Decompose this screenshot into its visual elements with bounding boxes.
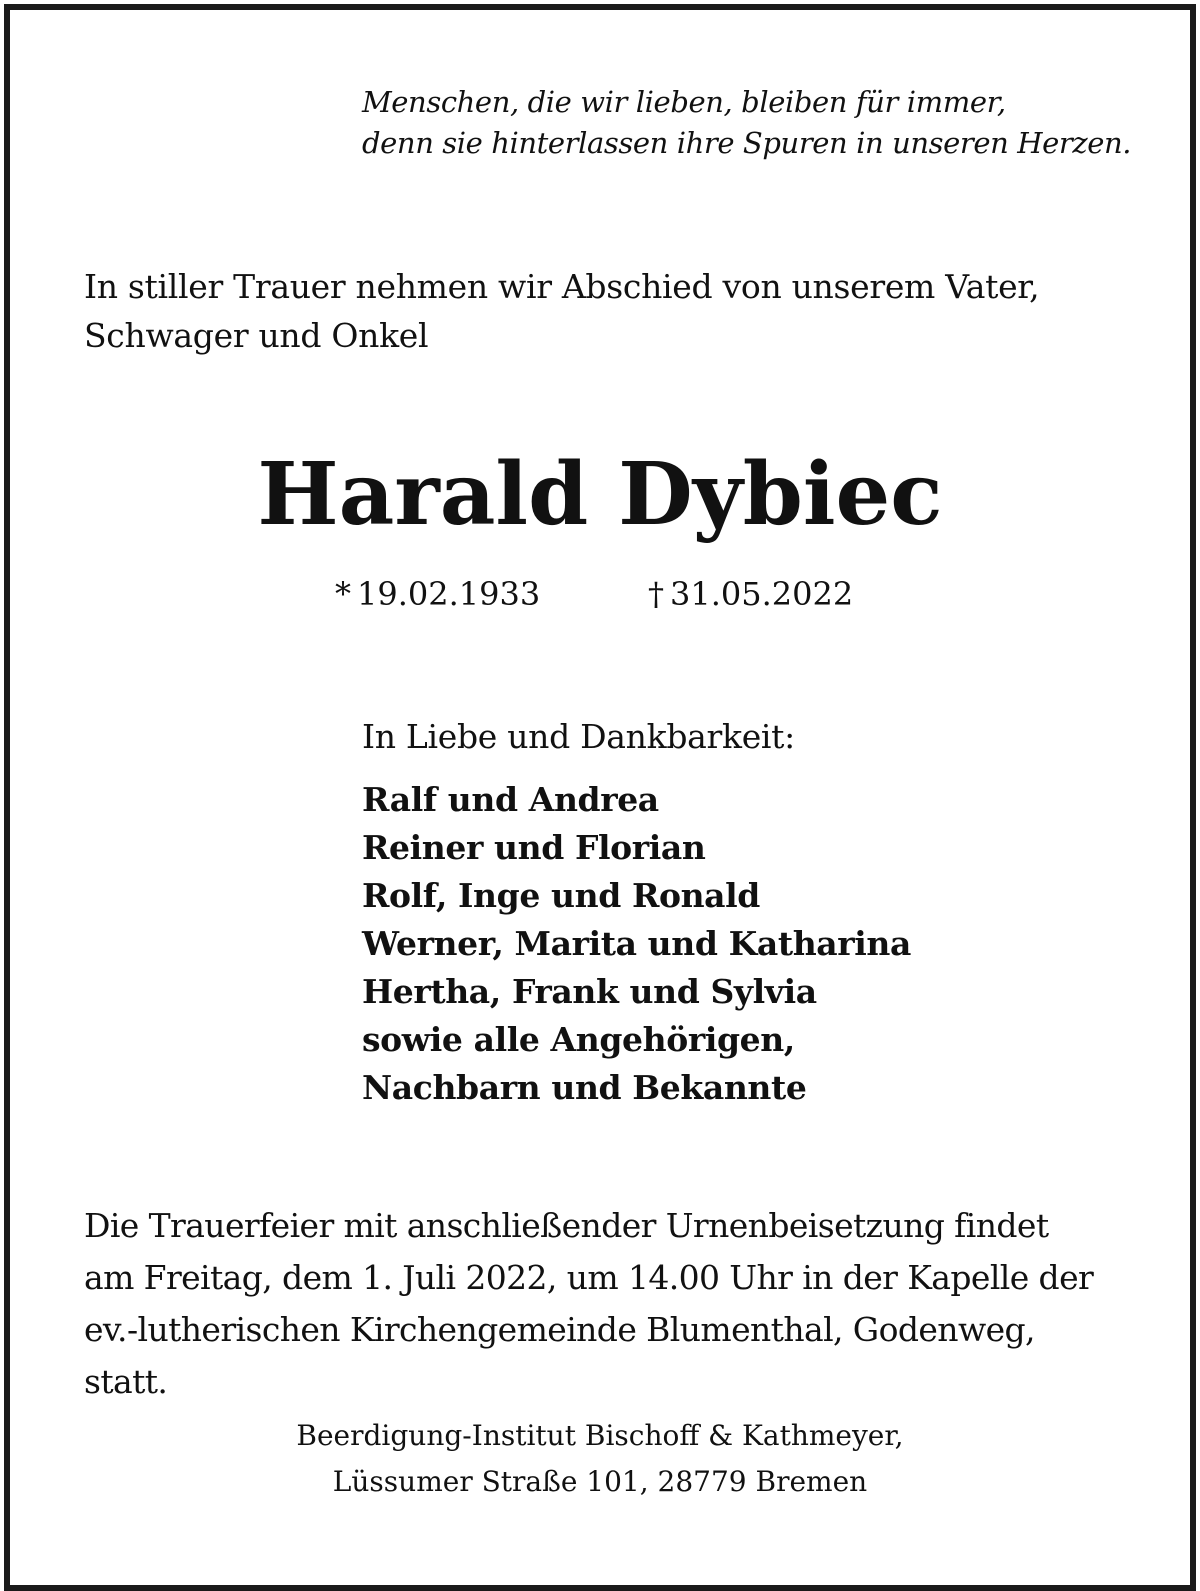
intro-line-2: Schwager und Onkel	[84, 316, 429, 355]
mourner-line: Nachbarn und Bekannte	[362, 1068, 807, 1107]
mourner-line: Ralf und Andrea	[362, 780, 659, 819]
intro-line-1: In stiller Trauer nehmen wir Abschied von unserem Vater,	[84, 267, 1040, 306]
birth-date-value: 19.02.1933	[357, 575, 541, 613]
death-cross-icon: †	[648, 575, 664, 613]
mourner-line: Reiner und Florian	[362, 828, 706, 867]
funeral-institute	[10, 1413, 1190, 1505]
death-date	[648, 572, 853, 616]
motto-line-1: Menschen, die wir lieben, bleiben für immer,	[362, 85, 1006, 119]
funeral-service-info	[84, 1200, 1093, 1408]
birth-date	[335, 572, 540, 616]
service-line-1: Die Trauerfeier mit anschließender Urnenbeisetzung findet	[84, 1206, 1049, 1245]
mourners-list	[362, 776, 911, 1112]
service-line-4: statt.	[84, 1362, 168, 1401]
institute-line-1: Beerdigung-Institut Bischoff & Kathmeyer,	[296, 1419, 904, 1452]
mourner-line: Rolf, Inge und Ronald	[362, 876, 760, 915]
mourner-line: Werner, Marita und Katharina	[362, 924, 911, 963]
intro-text	[84, 262, 1039, 360]
mourner-line: Hertha, Frank und Sylvia	[362, 972, 817, 1011]
motto-quote	[362, 82, 1131, 164]
motto-line-2: denn sie hinterlassen ihre Spuren in unseren Herzen.	[362, 126, 1132, 160]
institute-line-2: Lüssumer Straße 101, 28779 Bremen	[332, 1465, 868, 1498]
mourner-line: sowie alle Angehörigen,	[362, 1020, 795, 1059]
deceased-name: Harald Dybiec	[257, 444, 943, 545]
thanks-heading: In Liebe und Dankbarkeit:	[362, 717, 795, 756]
obituary-frame	[4, 4, 1196, 1591]
death-date-value: 31.05.2022	[670, 575, 854, 613]
birth-asterisk-icon: *	[335, 575, 351, 613]
service-line-2: am Freitag, dem 1. Juli 2022, um 14.00 Uhr in der Kapelle der	[84, 1258, 1094, 1297]
service-line-3: ev.-lutherischen Kirchengemeinde Blumenthal, Godenweg,	[84, 1310, 1035, 1349]
